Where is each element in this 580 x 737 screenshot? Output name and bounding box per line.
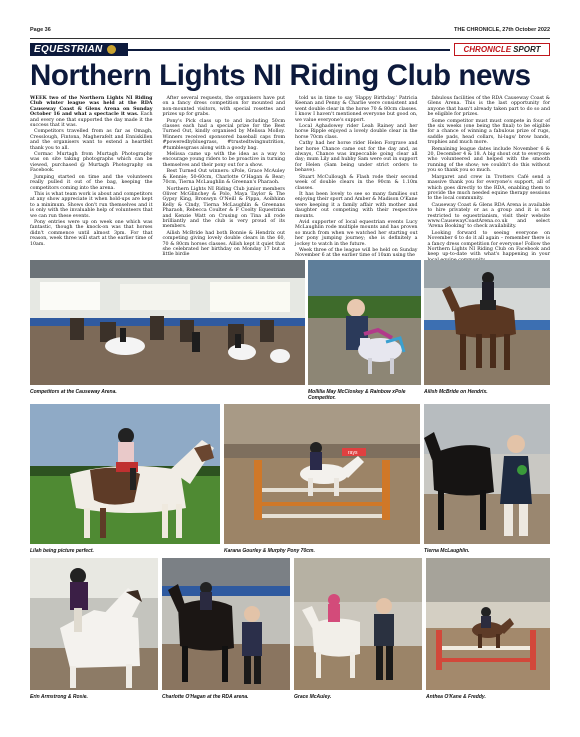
paragraph: Ailish McBride had both Bonnie & Hendrix out competing giving lovely double clears in the 60, 70 & 80cm horses classes. Ailish kept it quiet that she celebrated her birthday on Monday 17 but a little birdie xyxy=(162,230,285,258)
article-column-2 xyxy=(163,96,286,264)
photo-caption: Charlotte O'Hagan at the RDA arena. xyxy=(162,694,249,700)
page-header xyxy=(30,27,550,37)
brand-first: CHRONICLE xyxy=(463,45,512,54)
photo-caption: Competitors at the Causeway Arena. xyxy=(30,389,117,395)
brand-second: SPORT xyxy=(513,45,541,54)
photo-caption: Erin Armstrong & Rosie. xyxy=(30,694,88,700)
page-headline: Northern Lights NI Riding Club news xyxy=(30,59,531,92)
paragraph: Northern Lights NI Riding Club junior members Oliver McGlinchey & Polo, Maya Taylor & The Gypsy King, Bronwyn O'Neill & Pippa, Aoibhinn Kelly & Cindy, Tierna McLaughlin & Greenans Pharaoh, Rebecca Coulter & F Coolty Equestrian and Kenzie Watt on Crusing on Tina all rode brilliantly and the club is very proud of its members. xyxy=(162,186,285,230)
photo-arena-dark-horse xyxy=(162,558,290,690)
svg-text:rays: rays xyxy=(348,450,358,456)
paragraph: Best Turned Out winners: xPole, Grace McAuley & Kennie; 50-60cm, Charlotte O'Hagan & Bear; 70cm, Tierna McLaughlin & Greenan's Pharaoh. xyxy=(162,169,285,186)
photo-caption: Anthea O'Kane & Freddy. xyxy=(426,694,486,700)
paragraph: Cathy had her horse rider Helen Forgrave and her horse Chance came out for the day and, as always, Chance was impeccable going clear all day; mum Lily and hubby Sam were out in support for Helen (Sam being under strict orders to behave). xyxy=(295,141,418,174)
section-bar xyxy=(30,43,550,56)
section-rule xyxy=(128,49,450,51)
paragraph: Causeway Coast & Glens RDA Arena is available to hire privately or as a group and it is not restricted to equestrianism, visit their website www.CausewayCoastArena.co.uk and select 'Arena Booking' to check availability. xyxy=(427,202,550,230)
paragraph: Jumping started on time and the volunteers really pulled it out of the bag, keeping the competitors coming into the arena. xyxy=(30,174,153,191)
photo-caption: Lilah being picture perfect. xyxy=(30,548,94,554)
paragraph: Pony's Pick class up to and including 50cm classes each had a special prize for the Best Turned Out, kindly organised by Melissa Molloy. Winners received sponsored baseball caps from #poweredbybluegrass, #trustedtwingnutrition, #tumblesgrass along with a goody bag. xyxy=(162,118,285,151)
paragraph: fabulous facilities of the RDA Causeway Coast & Glens Arena. This is the last opportunity for anyone that hasn't already taken part to do so and be eligible for prizes. xyxy=(427,96,550,118)
lead-text: WEEK two of the Northern Lights NI Riding Club winter league was held at the RDA Causeway Coast & Glens Arena on Sunday October 16 and what a spectacle it was. xyxy=(30,96,153,118)
paragraph: Margaret and crew in Trotters Café send a massive thank you for everyone's support, all of which goes directly to the RDA, enabling them to provide the much needed equine therapy sessions to the local community. xyxy=(427,174,550,202)
paragraph: Stuart McCullough & Flash rode their second week of double clears in the 90cm & 1.10m classes. xyxy=(295,174,418,191)
paragraph: Pony entries were up on week one which was fantastic, though the knock-on was that horses didn't commence until almost 3pm. For that reason, week three will start at the earlier time of 10am. xyxy=(30,219,153,247)
header-rule xyxy=(30,38,550,39)
photo-rider-hendrix xyxy=(424,260,550,385)
paragraph: It has been lovely to see so many families out enjoying their sport and Amber & Madison O'Kane were keeping it a family affair with mother and daughter out competing with their respective mounts. xyxy=(295,191,418,219)
photo-rider-standing xyxy=(424,404,550,544)
paragraph: told us in time to say 'Happy Birthday.' Patricia Keenan and Penny & Charlie were consistent and went double clear in the horse 70 & 80cm classes. I know I haven't mentioned everyone but good on, we value everyone's support. xyxy=(295,96,418,123)
paragraph: Competitors travelled from as far as Omagh, Cresslough, Fintona, Magherafelt and Enniskillen and the organisers want to extend a heartfelt thank you to all. xyxy=(30,129,153,151)
article-column-1 xyxy=(30,96,153,264)
article-body xyxy=(30,96,550,258)
photo-jumping-course xyxy=(426,558,550,690)
paragraph: Cormac Murtagh from Murtagh Photography was on site taking photographs which can be viewed, purchased @ Murtagh Photography on Facebook. xyxy=(30,152,153,174)
paragraph: Week three of the league will be held on Sunday November 6 at the earlier time of 10am using the xyxy=(295,247,418,259)
photo-pony-handler xyxy=(294,558,422,690)
photo-piebald-horse xyxy=(30,404,220,544)
article-column-3 xyxy=(295,96,418,264)
photo-caption: Tierna McLaughlin. xyxy=(424,548,470,554)
lead-continuation: Each and every one that supported the day made it the success that it was. xyxy=(30,112,153,129)
publication-date: THE CHRONICLE, 27th October 2022 xyxy=(454,27,550,33)
chronicle-sport-logo xyxy=(454,43,550,56)
paragraph: Some competitor must must compete in four of the six weeks (one being the final) to be eligible for a chance of winning a fabulous prize of rugs, saddle pads, head collars, hi-lugs/ brow bands, trophies and much more. xyxy=(427,118,550,146)
photo-caption: Ailish McBride on Hendrix. xyxy=(424,389,488,395)
photo-caption: Mollilia May McCloskey & Rainbow xPole Competitor. xyxy=(308,389,406,401)
photo-fancy-dress-child xyxy=(308,260,421,385)
paragraph: This is what team work is about and competitors at any show appreciate it when hold-ups are kept to a minimum. Shows don't run themselves and it is only with the invaluable help of volunteers that we can run these events. xyxy=(30,191,153,219)
photo-caption: Grace McAuley. xyxy=(294,694,332,700)
article-column-4 xyxy=(428,96,551,264)
photo-arena-competitors xyxy=(30,260,305,385)
photo-white-horse xyxy=(30,558,158,690)
paragraph: Local Aghadowey rider Leah Rainey and her horse Ripple enjoyed a lovely double clear in the horse 70cm class. xyxy=(295,124,418,140)
photo-caption: Karana Gourley & Murphy Pony 70cm. xyxy=(224,548,315,554)
lead-paragraph xyxy=(30,96,153,128)
page-number: Page 36 xyxy=(30,27,51,33)
paragraph: Avid supporter of local equestrian events Lucy McLaughlin rode multiple mounts and has proven so much from when we watched her starting out her pony jumping journey; she is definitely a jockey to watch in the future. xyxy=(295,219,418,247)
paragraph: Remaining league dates include November 6 & 20, December 4 & 18. A big shout out to everyone who volunteered and helped with the smooth running of the show; we couldn't do this without you so thank you so much. xyxy=(427,146,550,174)
section-label: EQUESTRIAN xyxy=(34,44,103,55)
horse-emblem-icon xyxy=(107,45,116,54)
photo-show-jumping xyxy=(224,404,420,544)
paragraph: After several requests, the organisers have put on a fancy dress competition for mounted and non-mounted visitors, with special rosettes and prizes up for grabs. xyxy=(162,96,285,118)
paragraph: Looking forward to seeing everyone on November 6 to do it all again – remember there is a fancy dress competition for everyone! Follow the Northern Lights NI Riding Club on Facebook and keep up-to-date with what's happening in your xyxy=(427,230,550,258)
equestrian-tab xyxy=(30,43,128,56)
paragraph: Melissa came up with the idea as a way to encourage young riders to be proactive in turning themselves and their pony out for a show. xyxy=(162,152,285,168)
